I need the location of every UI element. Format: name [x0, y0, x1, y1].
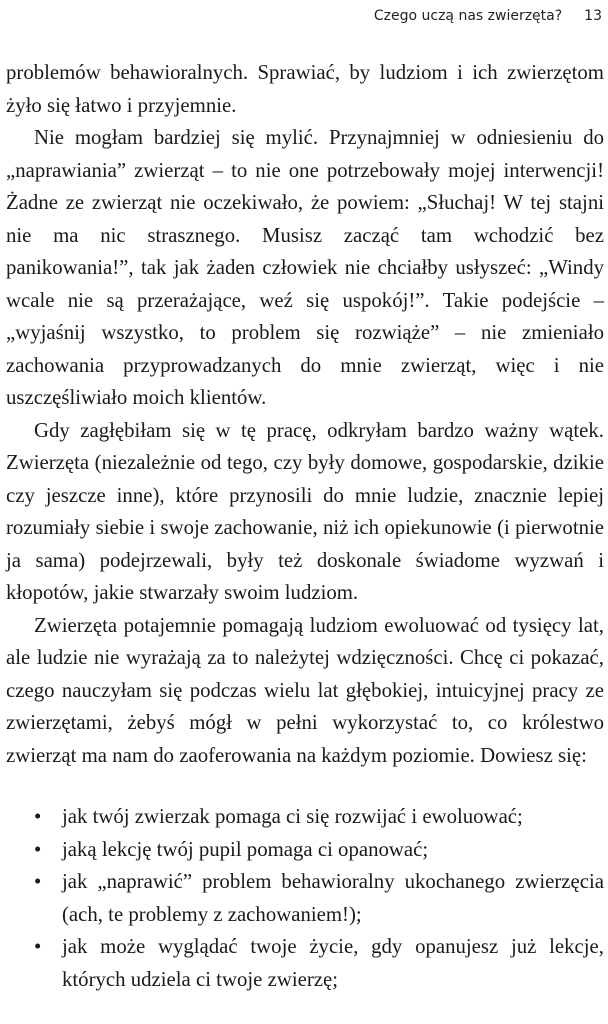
- bullet-icon: •: [34, 805, 42, 828]
- page-number: 13: [584, 8, 602, 24]
- paragraph-continued: problemów behawioralnych. Sprawiać, by ludziom i ich zwierzętom żyło się łatwo i przyjemnie.: [6, 61, 604, 117]
- body-text: [6, 57, 604, 996]
- bullet-text: jak może wyglądać twoje życie, gdy opanujesz już lekcje, których udziela ci twoje zwierzę;: [62, 935, 604, 991]
- paragraph: Zwierzęta potajemnie pomagają ludziom ewoluować od tysięcy lat, ale ludzie nie wyrażają za to należytej wdzięczności. Chcę ci pokazać, czego nauczyłam się podczas wielu lat głębokiej, intuicyjnej pracy ze zwierzętami, żebyś mógł w pełni wykorzystać to, co królestwo zwierząt ma nam do zaoferowania na każdym poziomie. Dowiesz się:: [6, 613, 604, 767]
- bullet-icon: •: [34, 935, 42, 958]
- paragraph: Gdy zagłębiłam się w tę pracę, odkryłam bardzo ważny wątek. Zwierzęta (niezależnie od tego, czy były domowe, gospodarskie, dzikie czy jeszcze inne), które przynosili do mnie ludzie, znacznie lepiej rozumiały siebie i swoje zachowanie, niż ich opiekunowie (i pierwotnie ja sama) podejrzewali, były też doskonale świadome wyzwań i kłopotów, jakie stwarzały swoim ludziom.: [6, 418, 604, 604]
- bullet-icon: •: [34, 870, 42, 893]
- bullet-item: [6, 866, 604, 931]
- bullet-text: jaką lekcję twój pupil pomaga ci opanować;: [62, 837, 429, 861]
- bullet-list: [6, 801, 604, 996]
- running-header: [0, 6, 602, 26]
- bullet-text: jak twój zwierzak pomaga ci się rozwijać i ewoluować;: [62, 805, 523, 828]
- bullet-icon: •: [34, 837, 42, 861]
- paragraph: Nie mogłam bardziej się mylić. Przynajmniej w odniesieniu do „naprawiania” zwierząt – to nie one potrzebowały mojej interwencji! Żadne ze zwierząt nie oczekiwało, że powiem: „Słuchaj! W tej stajni nie ma nic strasznego. Musisz zacząć tam wchodzić bez panikowania!”, tak jak żaden człowiek nie chciałby usłyszeć: „Windy wcale nie są przerażające, weź się uspokój!”. Takie podejście – „wyjaśnij wszystko, to problem się rozwiąże” – nie zmieniało zachowania przyprowadzanych do mnie zwierząt, więc i nie uszczęśliwiało moich klientów.: [6, 126, 604, 409]
- chapter-title: Czego uczą nas zwierzęta?: [373, 8, 563, 24]
- bullet-item: [6, 801, 604, 834]
- bullet-item: [6, 931, 604, 996]
- bullet-item: [6, 834, 604, 867]
- bullet-text: jak „naprawić” problem behawioralny ukochanego zwierzęcia (ach, te problemy z zachowaniem!);: [62, 870, 604, 926]
